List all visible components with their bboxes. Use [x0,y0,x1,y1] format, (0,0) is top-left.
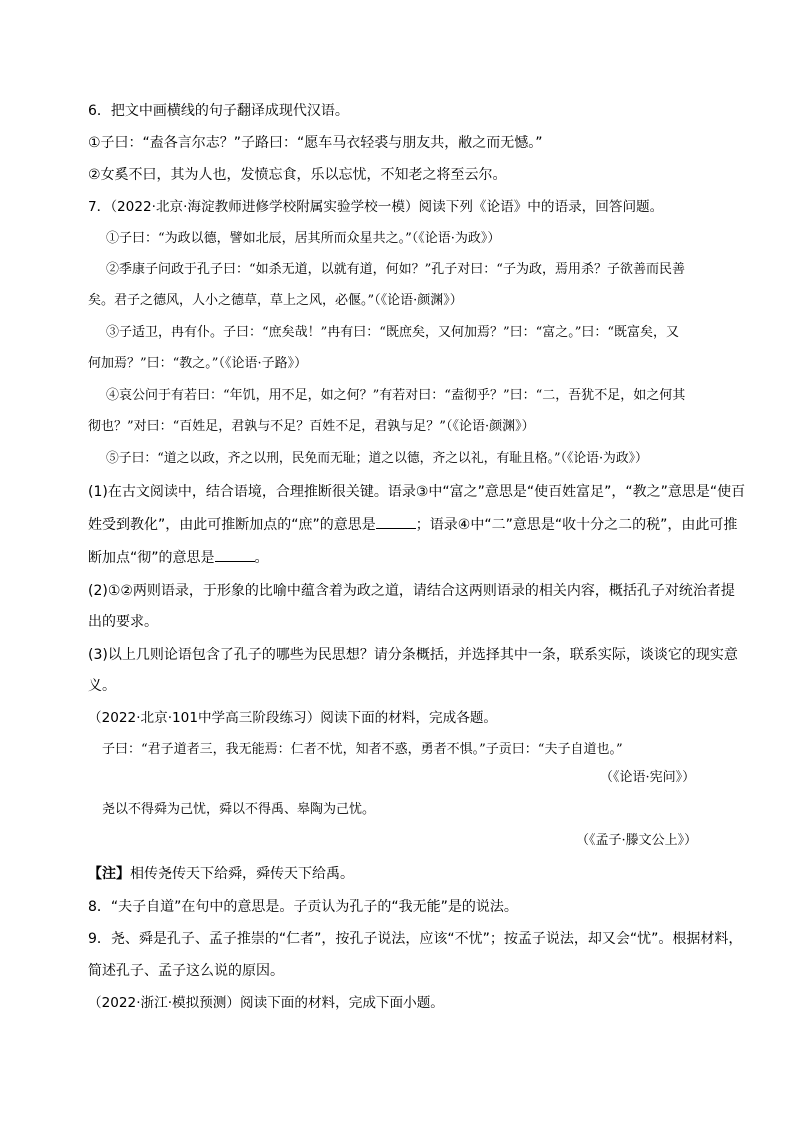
note-text: 相传尧传天下给舜，舜传天下给禹。 [130,866,354,882]
q8: 8．“夫子自道”在句中的意思是。子贡认为孔子的“我无能”是的说法。 [88,899,518,915]
passage2-quote-2: 尧以不得舜为己忧，舜以不得禹、皋陶为己忧。 [102,802,376,817]
answer-blank-che[interactable] [215,547,255,562]
q7-part2-line1: (2)①②两则语录，于形象的比喻中蕴含着为政之道，请结合这两则语录的相关内容，概括孔子对统治者提 [88,583,735,599]
q7-quote-3a: ③子适卫，冉有仆。子曰：“庶矣哉！”冉有曰：“既庶矣，又何加焉？”曰：“富之。”曰：“既富矣，又 [106,325,680,340]
q7-quote-1: ①子曰：“为政以德，譬如北辰，居其所而众星共之。”（《论语·为政》） [106,231,501,246]
q7-part1-text-a: 姓受到教化”，由此可推断加点的“庶”的意思是 [88,517,376,533]
passage2-source-2: （《孟子·滕文公上》） [576,833,698,848]
q9-line2: 简述孔子、孟子这么说的原因。 [88,963,284,979]
q7-quote-2a: ②季康子问政于孔子曰：“如杀无道，以就有道，何如？”孔子对曰：“子为政，焉用杀？子欲善而民善 [106,262,685,277]
q7-quote-5: ⑤子曰：“道之以政，齐之以刑，民免而无耻；道之以德，齐之以礼，有耻且格。”（《论语·为政》） [106,451,648,466]
q6-sentence-1: ①子曰：“盍各言尔志？”子路曰：“愿车马衣轻裘与朋友共，敝之而无憾。” [88,135,543,151]
passage2-note [88,864,354,884]
passage3-intro: （2022·浙江·模拟预测）阅读下面的材料，完成下面小题。 [88,995,444,1011]
q7-quote-3b: 何加焉？”曰：“教之。”（《论语·子路》） [88,356,308,371]
q7-part2-line2: 出的要求。 [88,614,158,630]
passage2-quote-1: 子曰：“君子道者三，我无能焉：仁者不忧，知者不惑，勇者不惧。”子贡曰：“夫子自道也。” [102,742,623,757]
q7-intro: 7．（2022·北京·海淀教师进修学校附属实验学校一模）阅读下列《论语》中的语录，回答问题。 [88,199,664,215]
q7-quote-4b: 彻也？”对曰：“百姓足，君孰与不足？百姓不足，君孰与足？”（《论语·颜渊》） [88,419,535,434]
q7-part3-line1: (3)以上几则论语包含了孔子的哪些为民思想？请分条概括，并选择其中一条，联系实际，谈谈它的现实意 [88,647,738,663]
q7-part1-text-c: 断加点“彻”的意思是 [88,550,215,566]
q7-part1-line1: (1)在古文阅读中，结合语境，合理推断很关键。语录③中“富之”意思是“使百姓富足”，“教之”意思是“使百 [88,484,746,500]
passage2-intro: （2022·北京·101中学高三阶段练习）阅读下面的材料，完成各题。 [88,710,498,726]
passage2-source-1: （《论语·宪问》） [600,770,696,785]
q7-part1-text-b: ；语录④中“二”意思是“收十分之二的税”，由此可推 [415,517,738,533]
answer-blank-shu[interactable] [376,514,416,529]
q7-part1-text-d: 。 [254,550,269,566]
q9-line1: 9．尧、舜是孔子、孟子推崇的“仁者”，按孔子说法，应该“不忧”；按孟子说法，却又会“忧”。根据材料， [88,931,743,947]
note-label: 【注】 [88,866,130,882]
q7-part1-line3 [88,547,269,568]
q7-quote-2b: 矣。君子之德风，人小之德草，草上之风，必偃。”（《论语·颜渊》） [88,293,463,308]
q6-sentence-2: ②女奚不曰，其为人也，发愤忘食，乐以忘忧，不知老之将至云尔。 [88,167,507,183]
q7-part3-line2: 义。 [88,678,116,694]
q7-quote-4a: ④哀公问于有若曰：“年饥，用不足，如之何？”有若对曰：“盍彻乎？”曰：“二，吾犹不足，如之何其 [106,388,686,403]
q7-part1-line2 [88,514,737,535]
q6-title: 6．把文中画横线的句子翻译成现代汉语。 [88,103,349,119]
